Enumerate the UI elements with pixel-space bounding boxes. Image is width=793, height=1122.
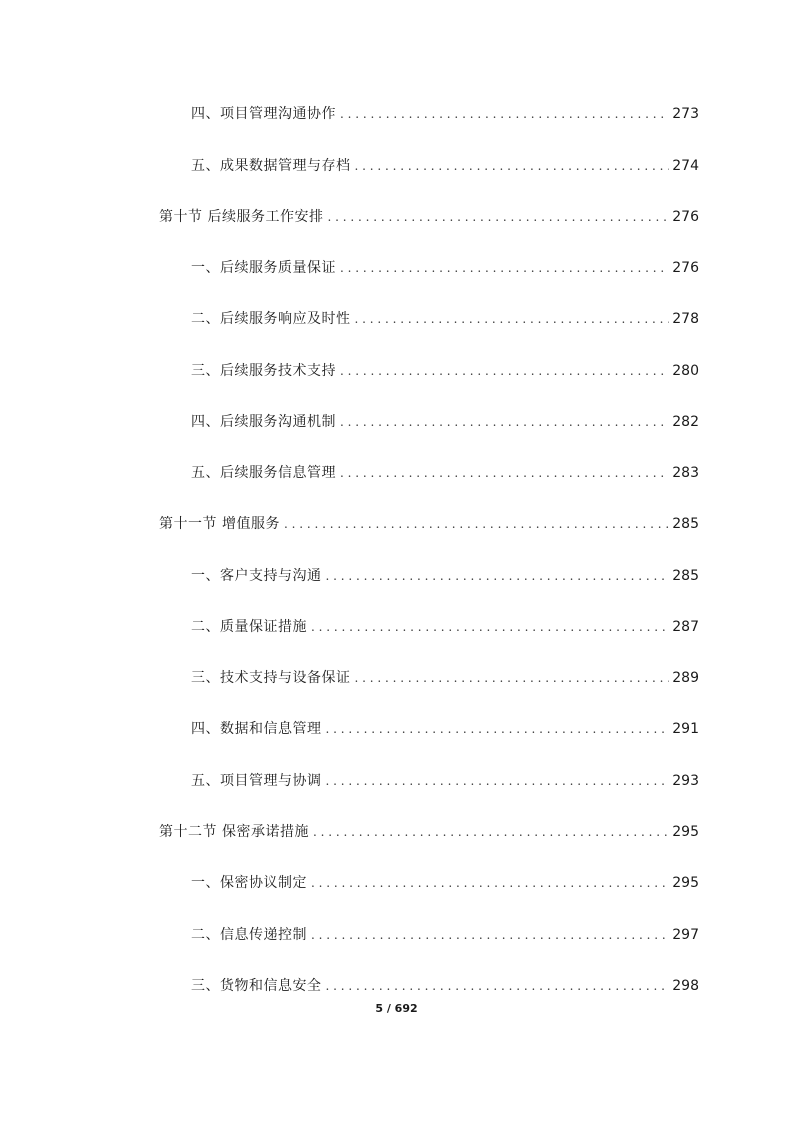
toc-entry[interactable] [191,668,699,688]
toc-entry-title: 五、项目管理与协调 [191,773,322,789]
toc-entry-title: 二、质量保证措施 [191,619,307,635]
toc-entry-title: 第十一节 增值服务 [159,516,280,532]
toc-entry-page: 295 [672,875,699,891]
toc-entry-page: 293 [672,773,699,789]
toc-entry[interactable] [191,309,699,329]
toc-entry-page: 276 [672,209,699,225]
toc-entry[interactable] [191,463,699,483]
toc-entry-page: 291 [672,721,699,737]
toc-entry[interactable] [191,719,699,739]
toc-entry-title: 五、后续服务信息管理 [191,465,336,481]
toc-entry-page: 276 [672,260,699,276]
toc-entry-page: 274 [672,158,699,174]
toc-dot-leader [327,207,669,227]
toc-entry-page: 295 [672,824,699,840]
toc-entry-page: 297 [672,927,699,943]
toc-entry-title: 第十节 后续服务工作安排 [159,209,324,225]
toc-entry-page: 280 [672,363,699,379]
toc-dot-leader [326,976,670,996]
toc-entry[interactable] [191,412,699,432]
toc-entry[interactable] [191,873,699,893]
toc-entry-title: 二、信息传递控制 [191,927,307,943]
toc-entry-title: 一、客户支持与沟通 [191,568,322,584]
toc-entry[interactable] [191,258,699,278]
toc-entry-page: 285 [672,568,699,584]
toc-entry[interactable] [191,617,699,637]
toc-dot-leader [311,925,669,945]
toc-dot-leader [311,873,669,893]
toc-entry[interactable] [191,771,699,791]
toc-entry-page: 285 [672,516,699,532]
toc-entry-title: 二、后续服务响应及时性 [191,311,351,327]
toc-entry-title: 三、技术支持与设备保证 [191,670,351,686]
toc-entry[interactable] [159,207,699,227]
toc-entry-page: 278 [672,311,699,327]
toc-dot-leader [313,822,669,842]
toc-dot-leader [340,361,669,381]
toc-dot-leader [340,463,669,483]
toc-entry-page: 287 [672,619,699,635]
toc-dot-leader [355,156,670,176]
toc-dot-leader [355,668,670,688]
toc-dot-leader [355,309,670,329]
toc-entry-page: 289 [672,670,699,686]
toc-dot-leader [340,258,669,278]
toc-entry-page: 298 [672,978,699,994]
toc-dot-leader [340,412,669,432]
toc-dot-leader [311,617,669,637]
toc-dot-leader [326,771,670,791]
toc-entry-title: 五、成果数据管理与存档 [191,158,351,174]
toc-entry-page: 282 [672,414,699,430]
toc-entry[interactable] [191,361,699,381]
toc-entry-page: 283 [672,465,699,481]
toc-dot-leader [326,566,670,586]
toc-dot-leader [340,104,669,124]
toc-entry[interactable] [159,514,699,534]
toc-dot-leader [284,514,669,534]
toc-entry-title: 一、后续服务质量保证 [191,260,336,276]
toc-entry-title: 三、后续服务技术支持 [191,363,336,379]
page-number-footer: 5 / 692 [375,1002,418,1015]
toc-entry[interactable] [191,925,699,945]
toc-entry[interactable] [159,822,699,842]
toc-entry-title: 第十二节 保密承诺措施 [159,824,309,840]
toc-entry-title: 四、数据和信息管理 [191,721,322,737]
toc-entry[interactable] [191,156,699,176]
toc-entry[interactable] [191,976,699,996]
toc-entry-title: 一、保密协议制定 [191,875,307,891]
toc-entry-page: 273 [672,106,699,122]
toc-dot-leader [326,719,670,739]
toc-entry[interactable] [191,566,699,586]
toc-entry-title: 三、货物和信息安全 [191,978,322,994]
toc-entry-title: 四、后续服务沟通机制 [191,414,336,430]
toc-entry-title: 四、项目管理沟通协作 [191,106,336,122]
toc-entry[interactable] [191,104,699,124]
